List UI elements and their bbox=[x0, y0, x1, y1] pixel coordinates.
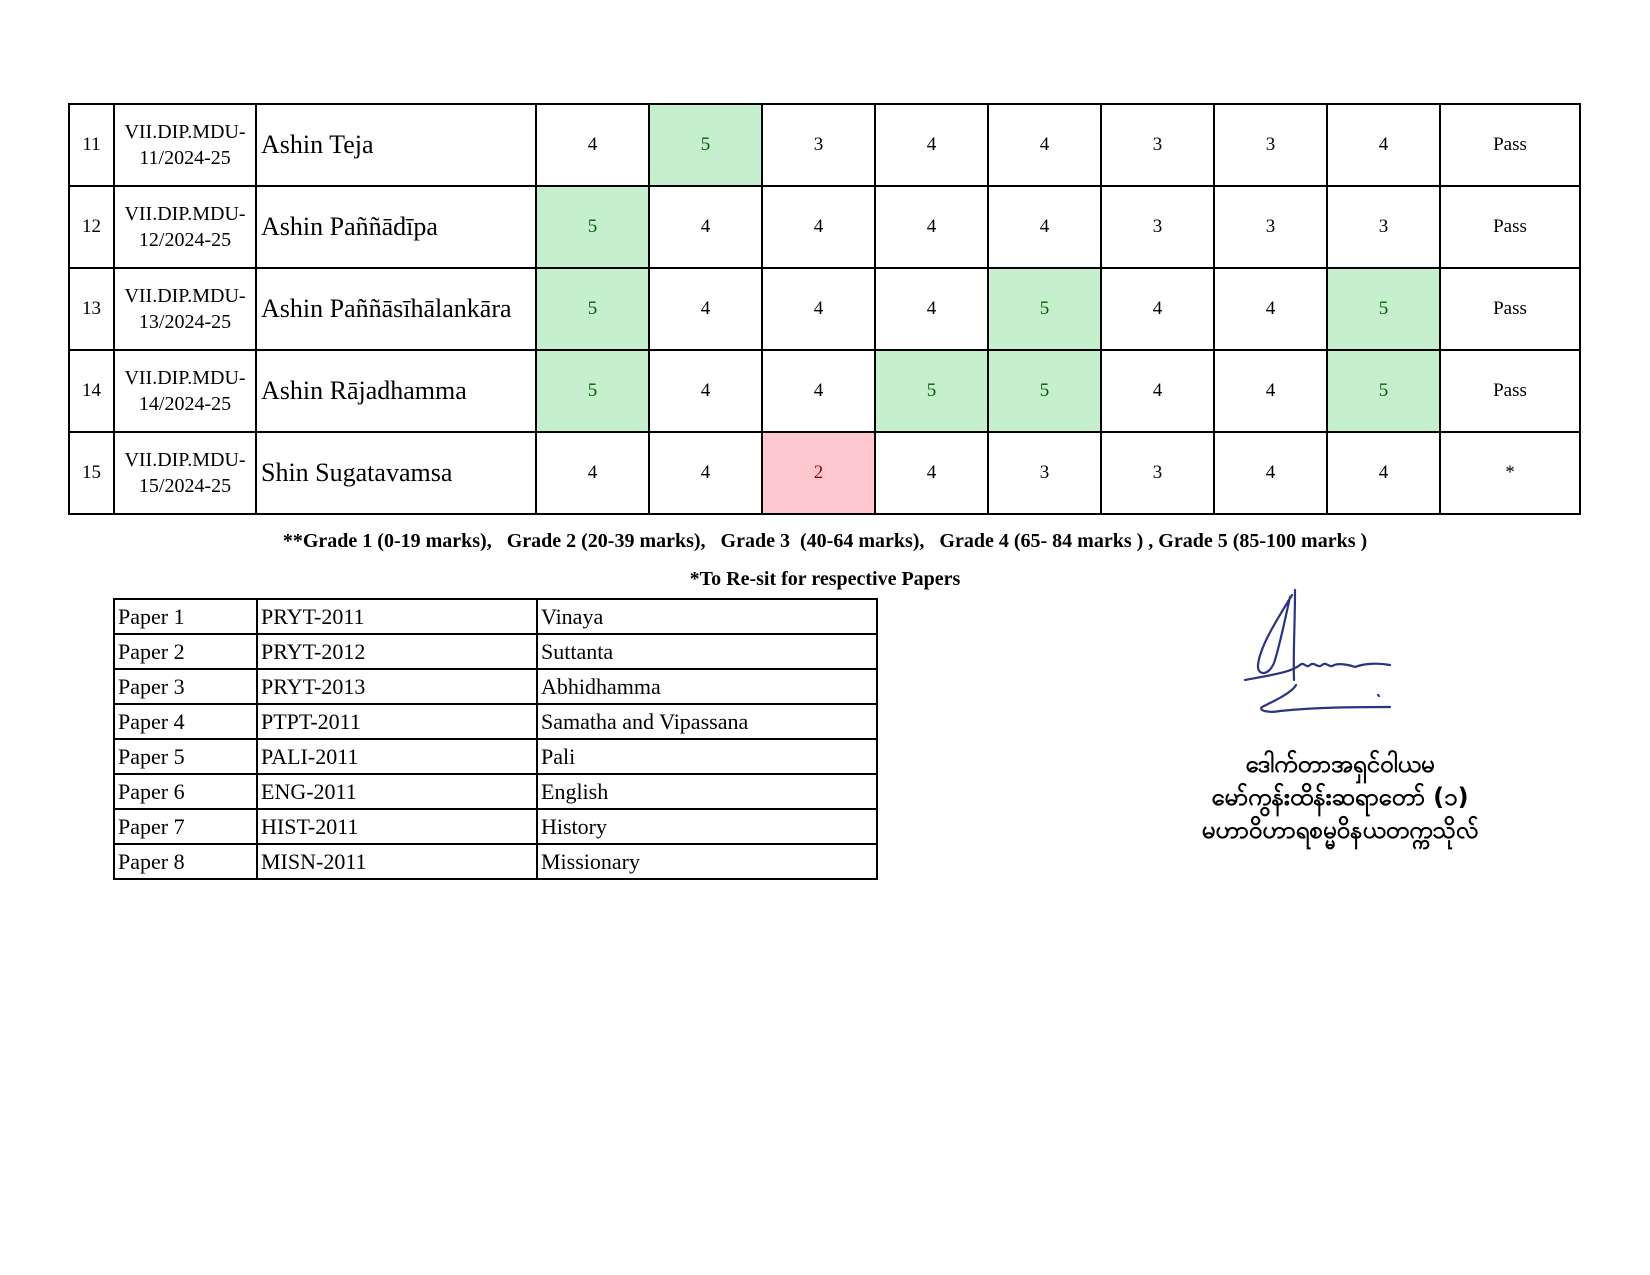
grade-cell: 3 bbox=[1214, 104, 1327, 186]
roll-number-line1: VII.DIP.MDU- bbox=[124, 203, 246, 225]
roll-number-line1: VII.DIP.MDU- bbox=[124, 121, 246, 143]
grade-cell: 4 bbox=[875, 104, 988, 186]
grade-cell: 4 bbox=[1101, 350, 1214, 432]
paper-code: PRYT-2013 bbox=[257, 669, 537, 704]
grade-cell: 5 bbox=[875, 350, 988, 432]
grade-cell: 4 bbox=[988, 104, 1101, 186]
paper-label: Paper 5 bbox=[114, 739, 257, 774]
paper-code: PRYT-2012 bbox=[257, 634, 537, 669]
roll-number bbox=[114, 186, 256, 268]
paper-label: Paper 2 bbox=[114, 634, 257, 669]
grade-cell: 4 bbox=[649, 432, 762, 514]
paper-label: Paper 7 bbox=[114, 809, 257, 844]
grade-cell: 4 bbox=[988, 186, 1101, 268]
roll-number-line2: 14/2024-25 bbox=[138, 393, 232, 415]
roll-number-line2: 12/2024-25 bbox=[138, 229, 232, 251]
grade-cell: 3 bbox=[1214, 186, 1327, 268]
paper-code: PTPT-2011 bbox=[257, 704, 537, 739]
paper-subject: Samatha and Vipassana bbox=[537, 704, 877, 739]
signature-image bbox=[1240, 585, 1420, 725]
paper-subject: Abhidhamma bbox=[537, 669, 877, 704]
student-name: Ashin Paññāsīhālankāra bbox=[256, 268, 536, 350]
paper-subject: Missionary bbox=[537, 844, 877, 879]
grade-cell: 3 bbox=[988, 432, 1101, 514]
paper-row bbox=[114, 774, 877, 809]
roll-number-line2: 13/2024-25 bbox=[138, 311, 232, 333]
grade-cell: 2 bbox=[762, 432, 875, 514]
paper-row bbox=[114, 669, 877, 704]
paper-label: Paper 3 bbox=[114, 669, 257, 704]
grade-cell: 4 bbox=[649, 268, 762, 350]
paper-subject: English bbox=[537, 774, 877, 809]
grade-cell: 4 bbox=[875, 186, 988, 268]
results-table bbox=[68, 103, 1581, 515]
grade-cell: 4 bbox=[1327, 432, 1440, 514]
grade-cell: 5 bbox=[649, 104, 762, 186]
grade-cell: 4 bbox=[762, 268, 875, 350]
row-number: 11 bbox=[69, 104, 114, 186]
paper-row bbox=[114, 704, 877, 739]
student-name: Ashin Teja bbox=[256, 104, 536, 186]
papers-table bbox=[113, 598, 878, 880]
paper-row bbox=[114, 634, 877, 669]
paper-label: Paper 1 bbox=[114, 599, 257, 634]
paper-code: ENG-2011 bbox=[257, 774, 537, 809]
paper-row bbox=[114, 809, 877, 844]
paper-code: PRYT-2011 bbox=[257, 599, 537, 634]
results-body bbox=[69, 104, 1580, 514]
table-row bbox=[69, 432, 1580, 514]
table-row bbox=[69, 268, 1580, 350]
result-cell: Pass bbox=[1440, 268, 1580, 350]
paper-subject: Vinaya bbox=[537, 599, 877, 634]
grade-cell: 5 bbox=[536, 268, 649, 350]
grade-cell: 4 bbox=[1214, 432, 1327, 514]
grade-cell: 4 bbox=[1214, 268, 1327, 350]
roll-number-line1: VII.DIP.MDU- bbox=[124, 449, 246, 471]
grade-cell: 5 bbox=[988, 350, 1101, 432]
grade-cell: 4 bbox=[1101, 268, 1214, 350]
signatory-institution: မဟာဝိဟာရစမ္မဝိနယတက္ကသိုလ် bbox=[1201, 816, 1479, 844]
row-number: 12 bbox=[69, 186, 114, 268]
grade-cell: 3 bbox=[1101, 104, 1214, 186]
roll-number-line2: 15/2024-25 bbox=[138, 475, 232, 497]
grade-cell: 5 bbox=[1327, 350, 1440, 432]
grade-cell: 4 bbox=[875, 432, 988, 514]
paper-label: Paper 8 bbox=[114, 844, 257, 879]
paper-code: MISN-2011 bbox=[257, 844, 537, 879]
papers-body bbox=[114, 599, 877, 879]
result-cell: * bbox=[1440, 432, 1580, 514]
paper-row bbox=[114, 739, 877, 774]
grade-cell: 5 bbox=[536, 350, 649, 432]
grade-cell: 5 bbox=[988, 268, 1101, 350]
paper-subject: Pali bbox=[537, 739, 877, 774]
grade-cell: 4 bbox=[1327, 104, 1440, 186]
grade-cell: 4 bbox=[536, 104, 649, 186]
signatory-position: မော်ကွန်းထိန်းဆရာတော် (၁) bbox=[1211, 783, 1469, 811]
roll-number-line2: 11/2024-25 bbox=[139, 147, 231, 169]
paper-subject: Suttanta bbox=[537, 634, 877, 669]
grade-cell: 4 bbox=[875, 268, 988, 350]
table-row bbox=[69, 186, 1580, 268]
grade-scale-note: **Grade 1 (0-19 marks), Grade 2 (20-39 marks), Grade 3 (40-64 marks), Grade 4 (65- 84 marks ) , Grade 5 (85-100 marks ) bbox=[282, 530, 1368, 552]
table-row bbox=[69, 104, 1580, 186]
paper-row bbox=[114, 599, 877, 634]
signatory-title: ဒေါက်တာအရှင်ဝါယမ bbox=[1245, 750, 1435, 778]
result-cell: Pass bbox=[1440, 350, 1580, 432]
grade-cell: 5 bbox=[1327, 268, 1440, 350]
table-row bbox=[69, 350, 1580, 432]
roll-number bbox=[114, 350, 256, 432]
roll-number-line1: VII.DIP.MDU- bbox=[124, 285, 246, 307]
paper-row bbox=[114, 844, 877, 879]
resit-note: *To Re-sit for respective Papers bbox=[689, 568, 961, 590]
grade-cell: 4 bbox=[762, 186, 875, 268]
paper-subject: History bbox=[537, 809, 877, 844]
grade-cell: 4 bbox=[649, 186, 762, 268]
student-name: Shin Sugatavamsa bbox=[256, 432, 536, 514]
result-cell: Pass bbox=[1440, 104, 1580, 186]
roll-number bbox=[114, 104, 256, 186]
grade-cell: 3 bbox=[1101, 432, 1214, 514]
roll-number bbox=[114, 268, 256, 350]
grade-cell: 3 bbox=[1327, 186, 1440, 268]
paper-code: HIST-2011 bbox=[257, 809, 537, 844]
row-number: 15 bbox=[69, 432, 114, 514]
roll-number-line1: VII.DIP.MDU- bbox=[124, 367, 246, 389]
grade-cell: 5 bbox=[536, 186, 649, 268]
roll-number bbox=[114, 432, 256, 514]
grade-cell: 4 bbox=[536, 432, 649, 514]
paper-label: Paper 6 bbox=[114, 774, 257, 809]
grade-cell: 3 bbox=[1101, 186, 1214, 268]
row-number: 14 bbox=[69, 350, 114, 432]
result-cell: Pass bbox=[1440, 186, 1580, 268]
grade-cell: 4 bbox=[1214, 350, 1327, 432]
student-name: Ashin Rājadhamma bbox=[256, 350, 536, 432]
student-name: Ashin Paññādīpa bbox=[256, 186, 536, 268]
grade-cell: 4 bbox=[762, 350, 875, 432]
grade-cell: 3 bbox=[762, 104, 875, 186]
paper-code: PALI-2011 bbox=[257, 739, 537, 774]
paper-label: Paper 4 bbox=[114, 704, 257, 739]
grade-cell: 4 bbox=[649, 350, 762, 432]
row-number: 13 bbox=[69, 268, 114, 350]
